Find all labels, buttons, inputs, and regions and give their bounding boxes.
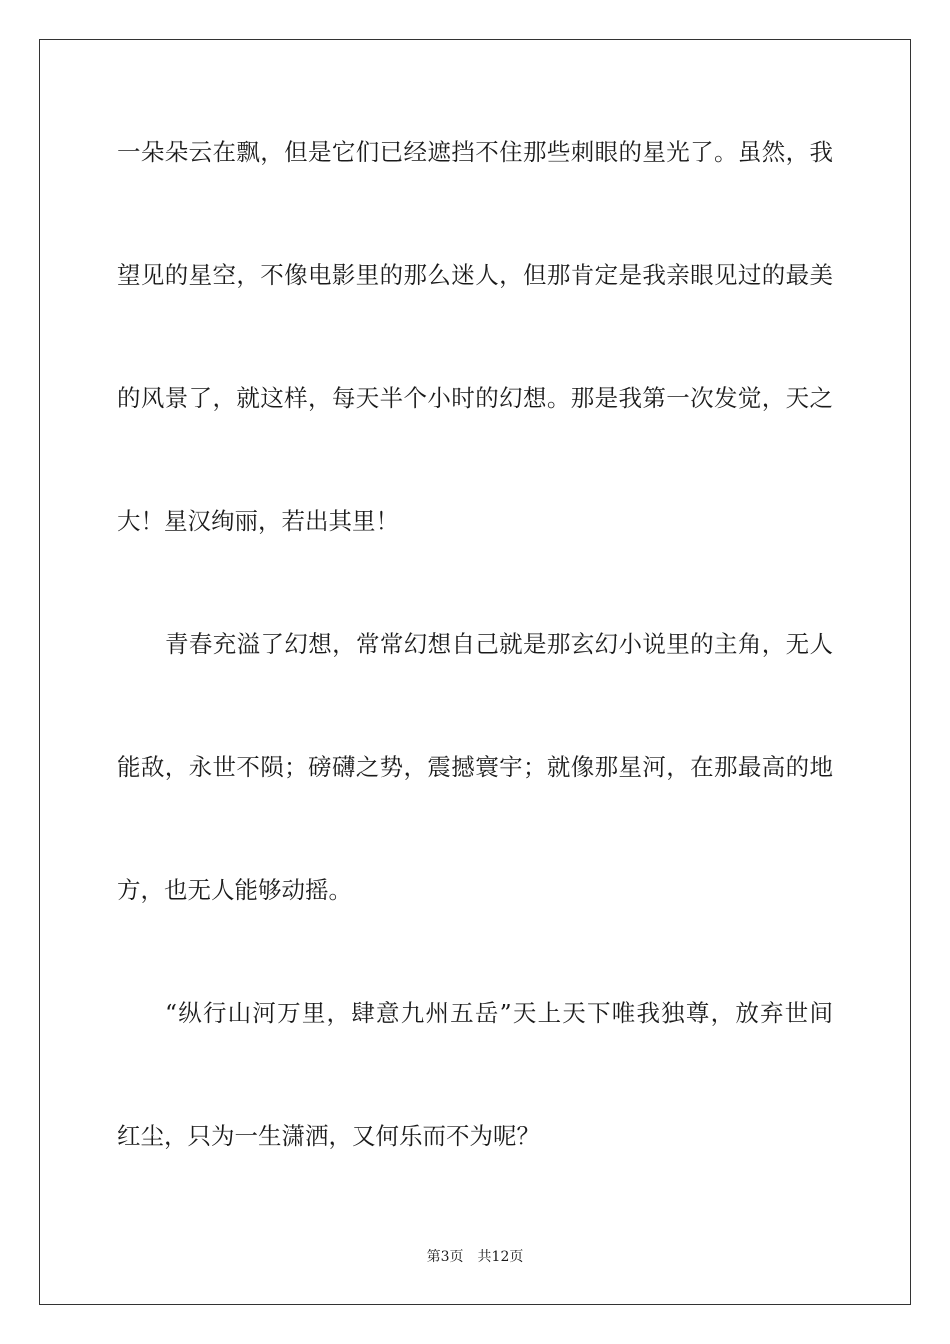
paragraph-line: 一朵朵云在飘，但是它们已经遮挡不住那些刺眼的星光了。虽然，我 [117,138,833,166]
paragraph-line: 能敌，永世不陨；磅礴之势，震撼寰宇；就像那星河，在那最高的地 [117,753,833,781]
paragraph-line: 大！星汉绚丽，若出其里！ [117,507,399,535]
paragraph-line: 的风景了，就这样，每天半个小时的幻想。那是我第一次发觉，天之 [117,384,833,412]
paragraph-line: 红尘，只为一生潇洒，又何乐而不为呢？ [117,1122,540,1150]
paragraph-line: 望见的星空，不像电影里的那么迷人，但那肯定是我亲眼见过的最美 [117,261,833,289]
page-frame [39,39,911,1305]
paragraph-line: “纵行山河万里，肆意九州五岳”天上天下唯我独尊，放弃世间 [165,999,833,1027]
page-number: 第3页 共12页 [426,1249,524,1265]
paragraph-line: 青春充溢了幻想，常常幻想自己就是那玄幻小说里的主角，无人 [165,630,833,658]
paragraph-line: 方，也无人能够动摇。 [117,876,352,904]
